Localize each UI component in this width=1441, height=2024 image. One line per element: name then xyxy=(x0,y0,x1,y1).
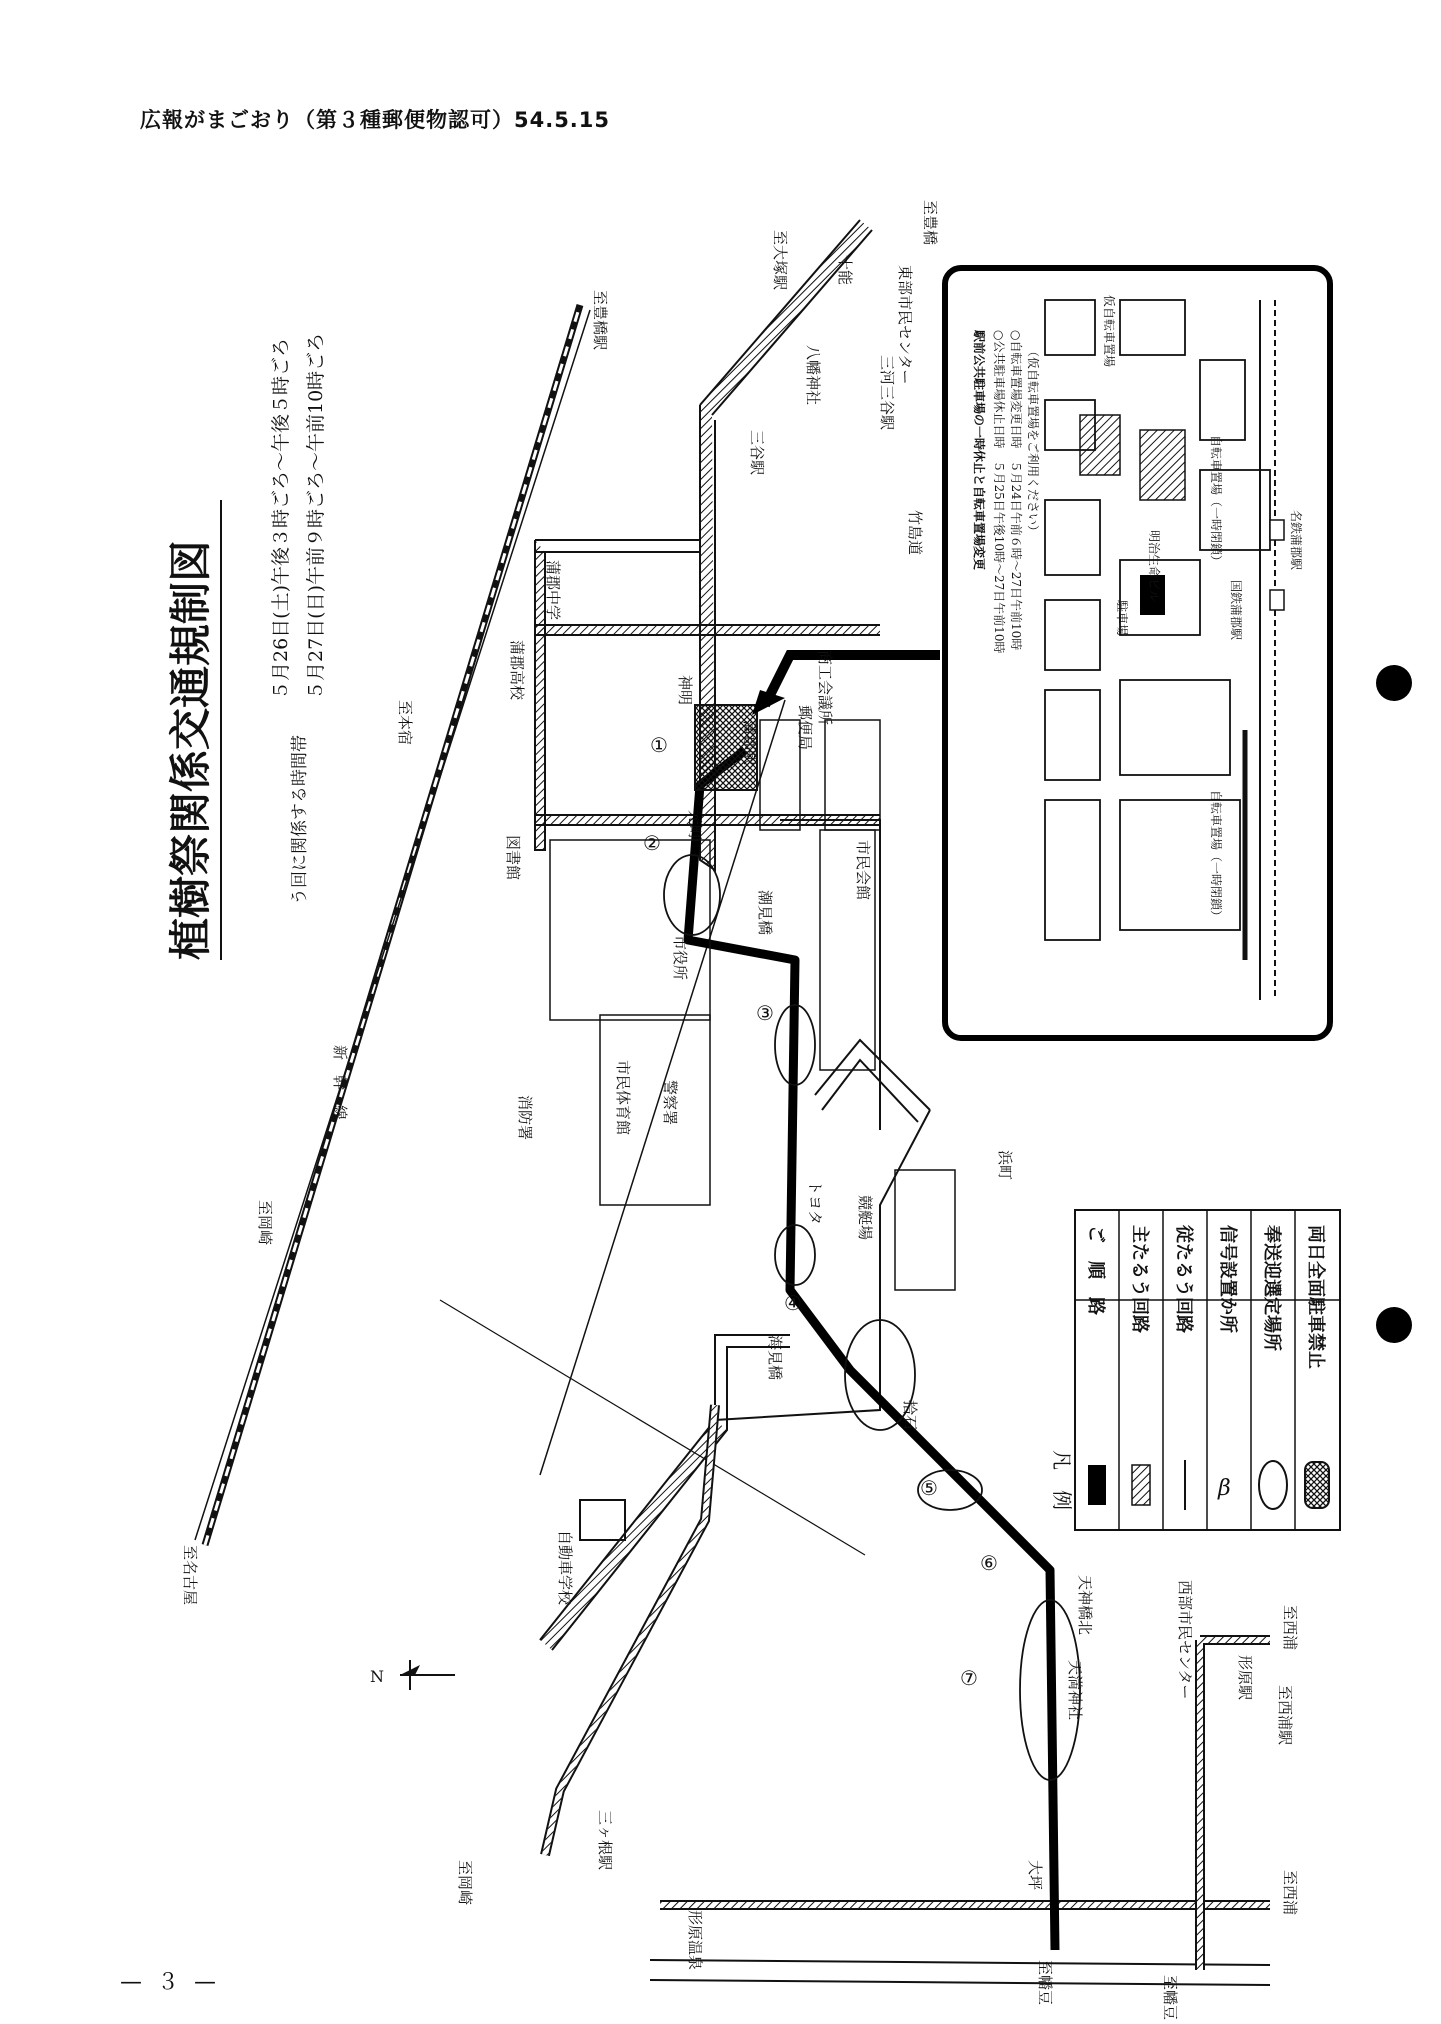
legend-label-0: ご 順 路 xyxy=(1085,1225,1106,1315)
label-to-nishiura-2: 至西浦駅 xyxy=(1276,1685,1294,1746)
mark-4: ④ xyxy=(784,1291,802,1315)
label-library: 図書館 xyxy=(504,835,522,881)
inset-kokutetsu: 国鉄蒲郡駅 xyxy=(1229,580,1243,641)
legend-label-4: 奉送迎選定場所 xyxy=(1261,1225,1282,1351)
inset-notice-line2: ○自転車置場変更日時 ５月24日午前６時～27日午前10時 xyxy=(1009,330,1023,651)
label-motomachi: 元町 xyxy=(686,810,704,841)
legend-signal-symbol: β xyxy=(1218,1476,1231,1501)
inset-pointer xyxy=(765,655,940,705)
label-katahara-eki: 形原駅 xyxy=(1236,1655,1254,1701)
inset-panel xyxy=(945,268,1330,1038)
label-to-toyohashi-eki: 至豊橋駅 xyxy=(591,290,609,351)
label-hiroishi: 拾石 xyxy=(901,1400,919,1431)
mark-7: ⑦ xyxy=(960,1666,978,1690)
label-to-okazaki-n: 至岡崎 xyxy=(256,1200,274,1246)
label-seibu-center: 西部市民センター xyxy=(1176,1580,1194,1700)
label-toyota: トヨタ xyxy=(806,1180,824,1226)
label-tenman: 天満神社 xyxy=(1066,1660,1084,1721)
mark-3: ③ xyxy=(756,1001,774,1025)
label-shimin-kaikan: 市民会館 xyxy=(854,840,872,901)
inset-notice-line1: ○公共駐車場休止日時 ５月25日午後10時～27日午前10時 xyxy=(992,330,1006,654)
mark-2: ② xyxy=(643,831,661,855)
label-to-ohtsuka: 至大塚駅 xyxy=(771,230,789,291)
label-post: 郵便局 xyxy=(796,705,814,751)
label-mikawa-miya: 三河三谷駅 xyxy=(878,355,896,431)
schedule-heading: う回に関係する時間帯 xyxy=(290,735,310,905)
label-police: 警察署 xyxy=(661,1080,679,1126)
inset-pointer-head xyxy=(752,690,785,715)
inset-notice-line3: （仮自転車置場をご利用ください） xyxy=(1026,345,1040,538)
legend-label-1: 主たるう回路 xyxy=(1129,1225,1150,1333)
label-city-gym: 市民体育館 xyxy=(614,1060,632,1136)
publication-header: 広報がまごおり（第３種郵便物認可）54.5.15 xyxy=(140,108,611,132)
label-takenoshima: 竹島道 xyxy=(906,510,924,556)
label-sanya-eki: 三谷駅 xyxy=(748,430,766,476)
label-gamagori-eki: 蒲郡駅 xyxy=(741,720,759,766)
label-boat: 競艇場 xyxy=(856,1195,874,1241)
label-to-hazu-1: 至幡豆 xyxy=(1036,1960,1054,2006)
inset-parking: 駐車場 xyxy=(1115,600,1129,637)
legend-label-2: 従たるう回路 xyxy=(1173,1225,1194,1333)
label-tobu-center: 東部市民センター xyxy=(896,265,914,385)
label-fire: 消防署 xyxy=(516,1095,534,1141)
shinkansen-line xyxy=(195,310,590,1540)
label-to-nishiura-3: 至西浦 xyxy=(1281,1870,1299,1916)
label-ohbira: 大坪 xyxy=(1026,1860,1044,1891)
label-hamamachi: 浜町 xyxy=(996,1150,1014,1181)
label-city-hall: 市役所 xyxy=(671,935,689,981)
label-jinou: 十能 xyxy=(836,255,854,286)
label-to-motojuku: 至本宿 xyxy=(396,700,414,746)
label-shinkansen: 新 幹 線 xyxy=(331,1045,349,1121)
label-to-nagoya: 至名古屋 xyxy=(181,1545,199,1606)
schedule-line-2: ５月27日(日)午前９時ごろ～午前10時ごろ xyxy=(305,332,327,700)
label-tenjin-n: 天神橋北 xyxy=(1076,1575,1094,1636)
inset-notice-title: 駅前公共駐車場の一時休止と自転車置場変更 xyxy=(972,330,986,571)
inset-bike-closed-left: 自転車置場（一時閉鎖） xyxy=(1209,790,1223,923)
label-shiomi: 潮見橋 xyxy=(756,890,774,936)
inset-bike-closed-right: 自転車置場（一時閉鎖） xyxy=(1209,435,1223,568)
label-hachiman: 八幡神社 xyxy=(804,345,822,406)
label-to-toyohashi: 至豊橋 xyxy=(921,200,939,246)
schedule-line-1: ５月26日(土)午後３時ごろ～午後５時ごろ xyxy=(270,337,292,700)
label-to-hazu-2: 至幡豆 xyxy=(1161,1975,1179,2021)
label-chamber: 商工会議所 xyxy=(816,650,834,726)
label-mitsuyabashi: 三ヶ根駅 xyxy=(596,1810,614,1871)
legend-label-5: 両日全面駐車禁止 xyxy=(1305,1225,1326,1369)
label-to-nishiura-1: 至西浦 xyxy=(1281,1605,1299,1651)
legend-label-3: 信号設置か所 xyxy=(1217,1225,1238,1333)
southeast-detour xyxy=(1200,1640,1270,1970)
north-arrow xyxy=(370,1660,455,1690)
map-title: 植樹祭関係交通規制図 xyxy=(166,539,215,960)
label-gamagori-hs: 蒲郡高校 xyxy=(508,640,526,701)
legend xyxy=(1050,1210,1340,1530)
label-katahara-onsen: 形原温泉 xyxy=(686,1910,704,1971)
label-shinmei: 神明 xyxy=(676,675,694,706)
label-kaimi: 海見橋 xyxy=(766,1335,784,1381)
page-number: — ３ — xyxy=(120,1970,220,1995)
legend-title: 凡 例 xyxy=(1050,1450,1074,1510)
mark-6: ⑥ xyxy=(980,1551,998,1575)
inset-temp-bike: 仮自転車置場 xyxy=(1102,295,1116,368)
north-label: N xyxy=(370,1667,384,1686)
inset-meiji: 明治生命ビル xyxy=(1147,530,1161,603)
inset-meitetsu: 名鉄蒲郡駅 xyxy=(1289,510,1303,571)
label-to-okazaki-s: 至岡崎 xyxy=(456,1860,474,1906)
mark-1: ① xyxy=(650,733,668,757)
label-gamagori-jhs: 蒲郡中学 xyxy=(544,560,562,621)
mark-5: ⑤ xyxy=(920,1476,938,1500)
label-driving-school: 自動車学校 xyxy=(556,1530,574,1606)
